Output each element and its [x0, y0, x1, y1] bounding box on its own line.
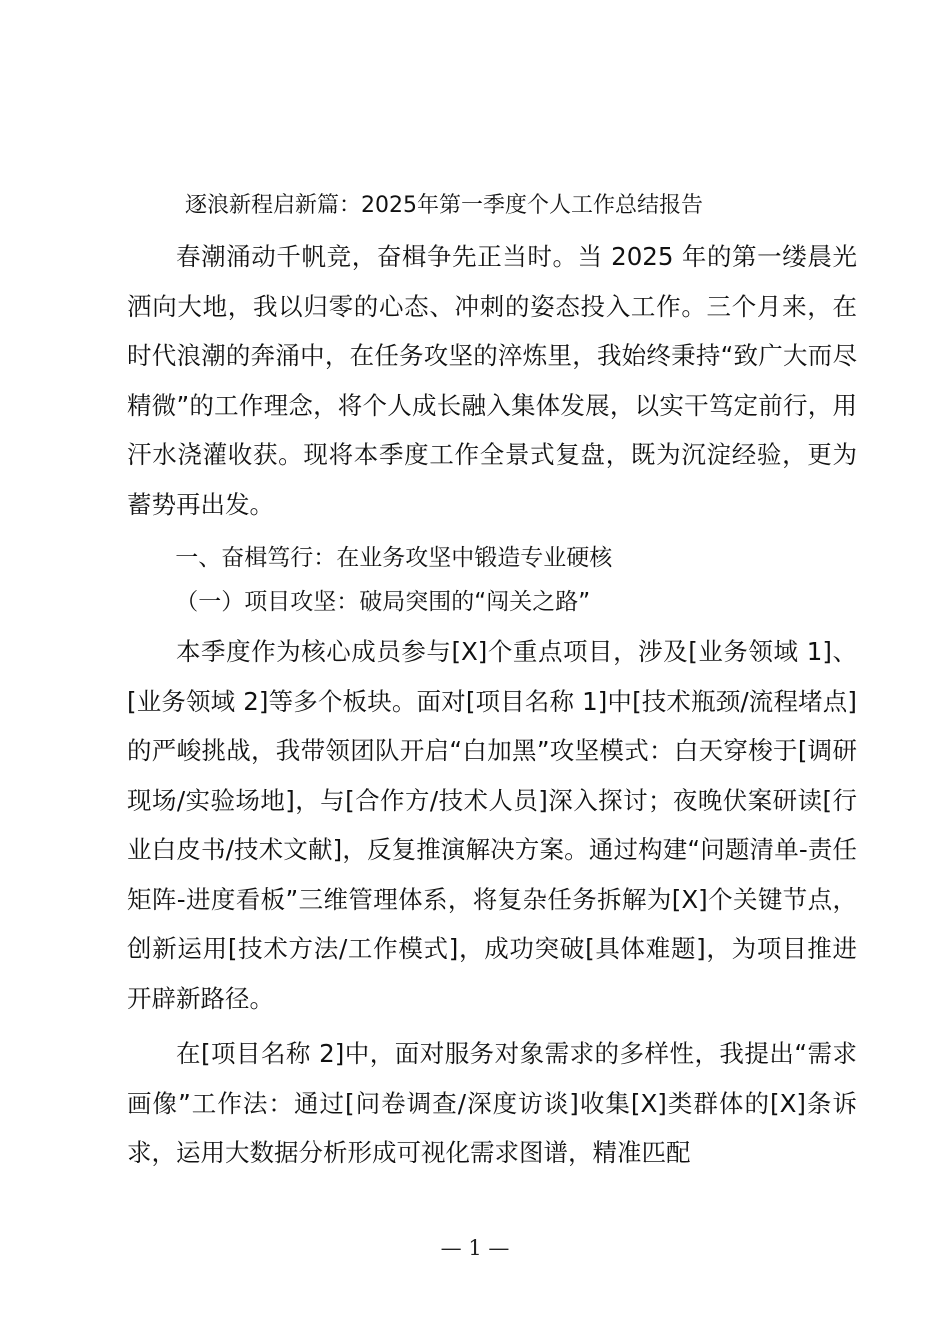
body-paragraph: 本季度作为核心成员参与[X]个重点项目，涉及[业务领域 1]、[业务领域 2]等多个板块。面对[项目名称 1]中[技术瓶颈/流程堵点]的严峻挑战，我带领团队开启“白加黑”攻坚模式：白天穿梭于[调研现场/实验场地]，与[合作方/技术人员]深入探讨；夜晚伏案研读[行业白皮书/技术文献]，反复推演解决方案。通过构建“问题清单-责任矩阵-进度看板”三维管理体系，将复杂任务拆解为[X]个关键节点，创新运用[技术方法/工作模式]，成功突破[具体难题]，为项目推进开辟新路径。	[127, 637, 857, 1013]
spacer	[127, 529, 857, 535]
section-heading: 一、奋楫笃行：在业务攻坚中锻造专业硬核	[175, 545, 613, 571]
intro-paragraph: 春潮涌动千帆竞，奋楫争先正当时。当 2025 年的第一缕晨光洒向大地，我以归零的心态、冲刺的姿态投入工作。三个月来，在时代浪潮的奔涌中，在任务攻坚的淬炼里，我始终秉持“致广大而尽精微”的工作理念，将个人成长融入集体发展，以实干笃定前行，用汗水浇灌收获。现将本季度工作全景式复盘，既为沉淀经验，更为蓄势再出发。	[127, 242, 857, 519]
subsection-heading: （一）项目攻坚：破局突围的“闯关之路”	[175, 589, 591, 615]
document-body	[127, 186, 857, 1178]
body-paragraph: 在[项目名称 2]中，面对服务对象需求的多样性，我提出“需求画像”工作法：通过[问卷调查/深度访谈]收集[X]类群体的[X]条诉求，运用大数据分析形成可视化需求图谱，精准匹配	[127, 1039, 857, 1167]
document-title: 逐浪新程启新篇：2025年第一季度个人工作总结报告	[185, 193, 703, 218]
page-number: — 1 —	[440, 1236, 510, 1260]
